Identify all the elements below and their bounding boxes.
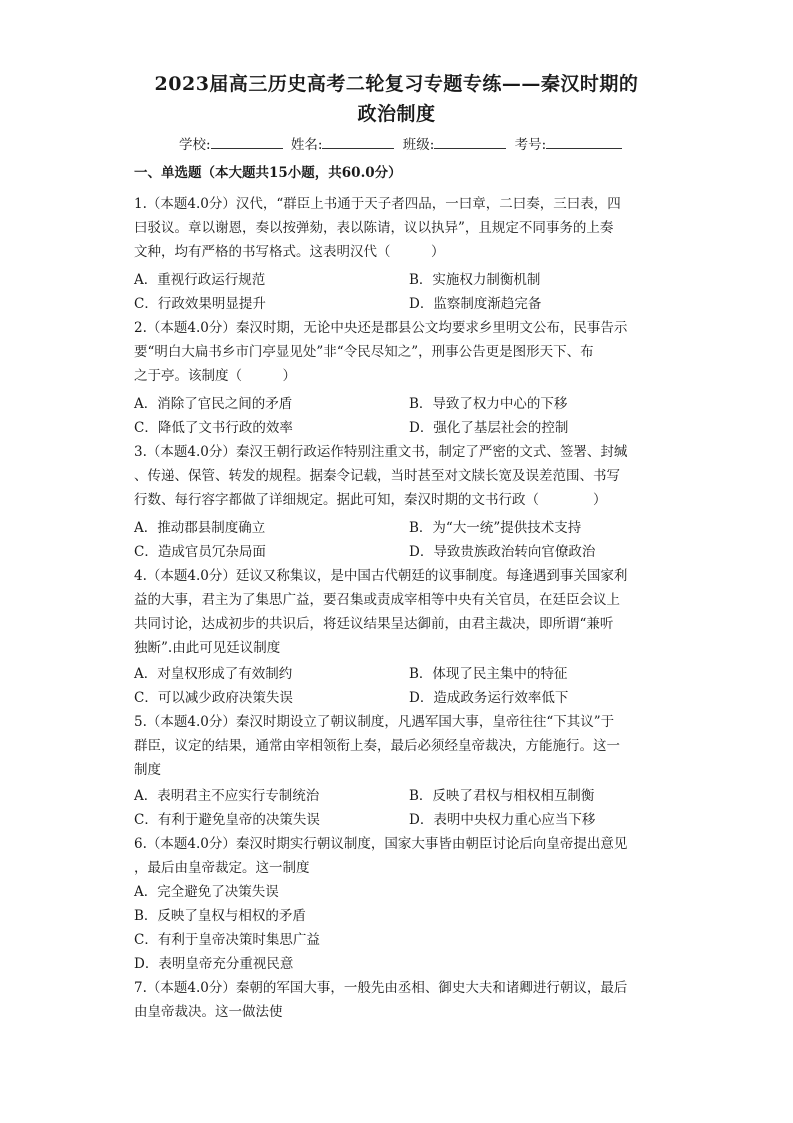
question-5-option-d[interactable]: D．表明中央权力重心应当下移 (409, 812, 596, 828)
question-6-line-2: ，最后由皇帝裁定。这一制度 (134, 860, 310, 876)
question-1-option-a[interactable]: A．重视行政运行规范 (134, 272, 266, 288)
question-6-option-a[interactable]: A．完全避免了决策失误 (134, 884, 279, 900)
question-4-line-2: 益的大事，君主为了集思广益，要召集或责成宰相等中央有关官员，在廷臣会议上 (134, 592, 620, 608)
question-1-line-3: 文种，均有严格的书写格式。这表明汉代（ ） (134, 244, 445, 260)
document-title-line-2: 政治制度 (357, 103, 436, 125)
document-title-line-1: 2023届高三历史高考二轮复习专题专练——秦汉时期的 (154, 73, 639, 95)
question-1-line-1: 1.（本题4.0分）汉代，“群臣上书通于天子者四品，一曰章，二曰奏，三曰表，四 (134, 196, 621, 212)
question-4-option-a[interactable]: A．对皇权形成了有效制约 (134, 666, 293, 682)
school-blank[interactable] (211, 136, 283, 149)
question-4-line-3: 共同讨论，达成初步的共识后，将廷议结果呈达御前，由君主裁决，即所谓“兼听 (134, 616, 614, 632)
question-1-line-2: 曰驳议。章以谢恩，奏以按弹劾，表以陈请，议以执异”，且规定不同事务的上奏 (134, 220, 614, 236)
question-3-option-a[interactable]: A．推动郡县制度确立 (134, 520, 266, 536)
question-2-option-a[interactable]: A．消除了官民之间的矛盾 (134, 396, 293, 412)
question-6-line-1: 6.（本题4.0分）秦汉时期实行朝议制度，国家大事皆由朝臣讨论后向皇帝提出意见 (134, 836, 628, 852)
question-3-line-1: 3.（本题4.0分）秦汉王朝行政运作特别注重文书，制定了严密的文式、签署、封缄 (134, 444, 628, 460)
question-5-option-b[interactable]: B．反映了君权与相权相互制衡 (409, 788, 595, 804)
question-6-option-d[interactable]: D．表明皇帝充分重视民意 (134, 956, 294, 972)
question-6-option-b[interactable]: B．反映了皇权与相权的矛盾 (134, 908, 306, 924)
class-label: 班级: (402, 137, 435, 153)
question-3-option-c[interactable]: C．造成官员冗杂局面 (134, 544, 266, 560)
question-4-option-d[interactable]: D．造成政务运行效率低下 (409, 690, 569, 706)
question-5-line-2: 群臣，议定的结果，通常由宰相领衔上奏，最后必须经皇帝裁决，方能施行。这一 (134, 738, 620, 754)
question-2-option-c[interactable]: C．降低了文书行政的效率 (134, 420, 293, 436)
student-info-row (179, 133, 626, 153)
question-3-option-b[interactable]: B．为“大一统”提供技术支持 (409, 520, 582, 536)
name-blank[interactable] (322, 136, 394, 149)
question-2-line-3: 之于亭。该制度（ ） (134, 368, 296, 384)
school-label: 学校: (179, 137, 211, 153)
question-5-line-3: 制度 (134, 762, 161, 778)
question-4-option-c[interactable]: C．可以减少政府决策失误 (134, 690, 293, 706)
question-4-option-b[interactable]: B．体现了民主集中的特征 (409, 666, 568, 682)
question-3-line-3: 行数、每行容字都做了详细规定。据此可知，秦汉时期的文书行政（ ） (134, 492, 607, 508)
exam-number-label: 考号: (514, 137, 547, 153)
question-1-option-b[interactable]: B．实施权力制衡机制 (409, 272, 541, 288)
question-1-option-c[interactable]: C．行政效果明显提升 (134, 296, 266, 312)
question-2-line-2: 要“明白大扁书乡市门亭显见处”非“令民尽知之”，刑事公告更是图形天下、布 (134, 344, 594, 360)
question-5-line-1: 5.（本题4.0分）秦汉时期设立了朝议制度，凡遇军国大事，皇帝往往“下其议”于 (134, 714, 615, 730)
question-3-line-2: 、传递、保管、转发的规程。据秦令记载，当时甚至对文牍长宽及误差范围、书写 (134, 468, 620, 484)
question-3-option-d[interactable]: D．导致贵族政治转向官僚政治 (409, 544, 596, 560)
question-5-option-a[interactable]: A．表明君主不应实行专制统治 (134, 788, 320, 804)
section-heading: 一、单选题（本大题共15小题，共60.0分） (134, 165, 402, 181)
question-1-option-d[interactable]: D．监察制度渐趋完备 (409, 296, 542, 312)
question-4-line-4: 独断”.由此可见廷议制度 (134, 640, 281, 656)
question-5-option-c[interactable]: C．有利于避免皇帝的决策失误 (134, 812, 320, 828)
name-label: 姓名: (290, 137, 323, 153)
class-blank[interactable] (434, 136, 506, 149)
question-4-line-1: 4.（本题4.0分）廷议又称集议，是中国古代朝廷的议事制度。每逢遇到事关国家利 (134, 568, 628, 584)
question-2-option-b[interactable]: B．导致了权力中心的下移 (409, 396, 568, 412)
question-7-line-2: 由皇帝裁决。这一做法使 (134, 1004, 283, 1020)
question-7-line-1: 7.（本题4.0分）秦朝的军国大事，一般先由丞相、御史大夫和诸卿进行朝议，最后 (134, 980, 628, 996)
question-6-option-c[interactable]: C．有利于皇帝决策时集思广益 (134, 932, 320, 948)
question-2-option-d[interactable]: D．强化了基层社会的控制 (409, 420, 569, 436)
exam-number-blank[interactable] (546, 136, 622, 149)
question-2-line-1: 2.（本题4.0分）秦汉时期，无论中央还是郡县公文均要求乡里明文公布，民事告示 (134, 320, 628, 336)
